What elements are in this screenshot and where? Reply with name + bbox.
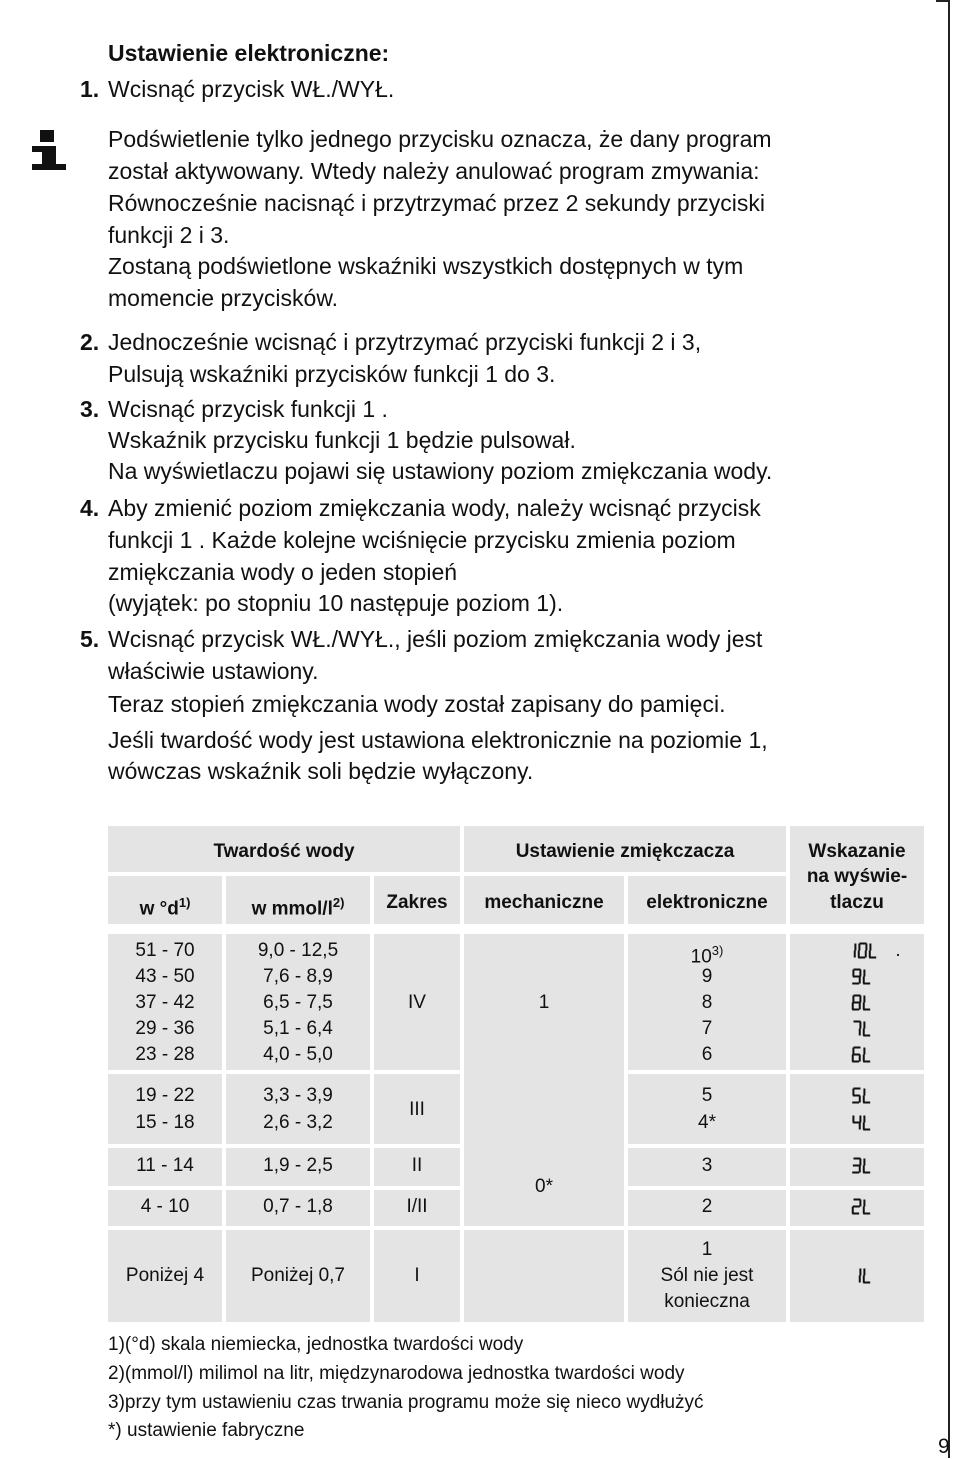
mmol-e: Poniżej 0,7	[250, 1265, 345, 1286]
header-softener: Ustawienie zmiękczacza	[515, 841, 735, 862]
salt-level-display-6L	[851, 1046, 873, 1064]
elec-d: 2	[701, 1196, 713, 1217]
elec-c: 3	[701, 1155, 713, 1176]
footnote-3: 3)przy tym ustawieniu czas trwania programu może się nieco wydłużyć	[108, 1392, 704, 1413]
salt-level-display-3L	[851, 1157, 873, 1175]
page-edge-line	[948, 0, 950, 1458]
step-1-text: Wcisnąć przycisk WŁ./WYŁ.	[108, 76, 395, 102]
step-5-line-4: Jeśli twardość wody jest ustawiona elektronicznie na poziomie 1,	[108, 727, 768, 753]
elec-b-1: 5	[701, 1085, 713, 1106]
salt-level-display-10L	[846, 942, 879, 960]
elec-a-5: 6	[701, 1044, 713, 1065]
page-number: 9	[938, 1435, 950, 1458]
info-line-5: Zostaną podświetlone wskaźniki wszystkich dostępnych w tym	[108, 253, 744, 279]
footnote-1: 1)(°d) skala niemiecka, jednostka twardości wody	[108, 1334, 524, 1355]
mmol-a-4: 5,1 - 6,4	[263, 1018, 333, 1039]
display-dot: .	[895, 940, 901, 961]
salt-level-display-5L	[851, 1087, 873, 1105]
info-line-4: funkcji 2 i 3.	[108, 222, 230, 248]
elec-a-1: 10$^{3)}$	[690, 943, 724, 968]
step-3-line-1: Wcisnąć przycisk funkcji 1 .	[108, 396, 388, 422]
dh-a-5: 23 - 28	[135, 1044, 195, 1065]
step-4-line-3: zmiękczania wody o jeden stopień	[108, 559, 458, 585]
dh-b-1: 19 - 22	[135, 1085, 195, 1106]
elec-a-4: 7	[701, 1018, 713, 1039]
info-line-1: Podświetlenie tylko jednego przycisku oznacza, że dany program	[108, 126, 772, 152]
dh-b-2: 15 - 18	[135, 1112, 195, 1133]
footnote-2: 2)(mmol/l) milimol na litr, międzynarodowa jednostka twardości wody	[108, 1363, 685, 1384]
salt-level-display-7L	[851, 1020, 873, 1038]
dh-e: Poniżej 4	[125, 1265, 205, 1286]
step-5-line-1: Wcisnąć przycisk WŁ./WYŁ., jeśli poziom zmiękczania wody jest	[108, 626, 763, 652]
elec-e-2: Sól nie jest	[660, 1265, 754, 1286]
dh-d: 4 - 10	[140, 1196, 190, 1217]
step-1-number: 1.	[80, 76, 100, 102]
dh-a-4: 29 - 36	[135, 1018, 195, 1039]
step-2-number: 2.	[80, 329, 100, 355]
step-2-line-2: Pulsują wskaźniki przycisków funkcji 1 do 3.	[108, 361, 556, 387]
mmol-b-2: 2,6 - 3,2	[263, 1112, 333, 1133]
section-heading: Ustawienie elektroniczne:	[108, 40, 390, 66]
range-b: III	[409, 1099, 425, 1120]
salt-level-display-2L	[851, 1198, 873, 1216]
mmol-a-1: 9,0 - 12,5	[257, 940, 339, 961]
elec-a-3: 8	[701, 992, 713, 1013]
step-4-line-1: Aby zmienić poziom zmiękczania wody, należy wcisnąć przycisk	[108, 495, 761, 521]
dh-a-1: 51 - 70	[135, 940, 195, 961]
header-display-1: Wskazanie	[808, 841, 906, 862]
step-5-line-2: właściwie ustawiony.	[108, 658, 319, 684]
range-a: IV	[408, 992, 426, 1013]
footnote-4: *) ustawienie fabryczne	[108, 1420, 305, 1441]
mech-a: 1	[538, 992, 550, 1013]
step-4-line-2: funkcji 1 . Każde kolejne wciśnięcie przycisku zmienia poziom	[108, 527, 736, 553]
mmol-b-1: 3,3 - 3,9	[263, 1085, 333, 1106]
dh-a-3: 37 - 42	[135, 992, 195, 1013]
mmol-c: 1,9 - 2,5	[263, 1155, 333, 1176]
info-line-3: Równocześnie nacisnąć i przytrzymać przez 2 sekundy przyciski	[108, 190, 766, 216]
step-4-line-4: (wyjątek: po stopniu 10 następuje poziom 1).	[108, 590, 564, 616]
mmol-a-2: 7,6 - 8,9	[263, 966, 333, 987]
mech-cd: 0*	[535, 1176, 553, 1197]
mmol-a-3: 6,5 - 7,5	[263, 992, 333, 1013]
info-icon	[30, 128, 74, 172]
salt-level-display-8L	[851, 994, 873, 1012]
range-e: I	[414, 1265, 420, 1286]
salt-level-display-1L	[851, 1267, 873, 1285]
range-c: II	[411, 1155, 423, 1176]
header-range: Zakres	[386, 892, 448, 913]
header-mech: mechaniczne	[484, 892, 604, 913]
info-line-6: momencie przycisków.	[108, 285, 339, 311]
info-line-2: został aktywowany. Wtedy należy anulować program zmywania:	[108, 158, 760, 184]
dh-c: 11 - 14	[136, 1155, 194, 1176]
elec-e-1: 1	[701, 1239, 713, 1260]
step-2-line-1: Jednocześnie wcisnąć i przytrzymać przyciski funkcji 2 i 3,	[108, 329, 702, 355]
header-display-3: tlaczu	[830, 892, 884, 913]
header-hardness: Twardość wody	[213, 841, 355, 862]
step-3-line-3: Na wyświetlaczu pojawi się ustawiony poziom zmiękczania wody.	[108, 458, 773, 484]
salt-level-display-4L	[851, 1114, 873, 1132]
step-5-number: 5.	[80, 626, 100, 652]
range-d: I/II	[406, 1196, 428, 1217]
elec-a-2: 9	[701, 966, 713, 987]
mmol-a-5: 4,0 - 5,0	[263, 1044, 333, 1065]
step-4-number: 4.	[80, 495, 100, 521]
step-5-line-3: Teraz stopień zmiękczania wody został zapisany do pamięci.	[108, 691, 726, 717]
header-dh: w $^\circ d^{1)}$	[139, 895, 191, 920]
mmol-d: 0,7 - 1,8	[263, 1196, 333, 1217]
elec-e-3: konieczna	[664, 1291, 750, 1312]
elec-b-2: 4*	[698, 1112, 716, 1133]
salt-level-display-9L	[851, 968, 873, 986]
header-mmol: w mmol/$l^{2)}$	[251, 895, 345, 920]
header-display-2: na wyświe-	[806, 866, 908, 887]
step-3-line-2: Wskaźnik przycisku funkcji 1 będzie pulsował.	[108, 427, 576, 453]
step-5-line-5: wówczas wskaźnik soli będzie wyłączony.	[108, 758, 534, 784]
header-elec: elektroniczne	[646, 892, 768, 913]
step-3-number: 3.	[80, 396, 100, 422]
dh-a-2: 43 - 50	[135, 966, 195, 987]
